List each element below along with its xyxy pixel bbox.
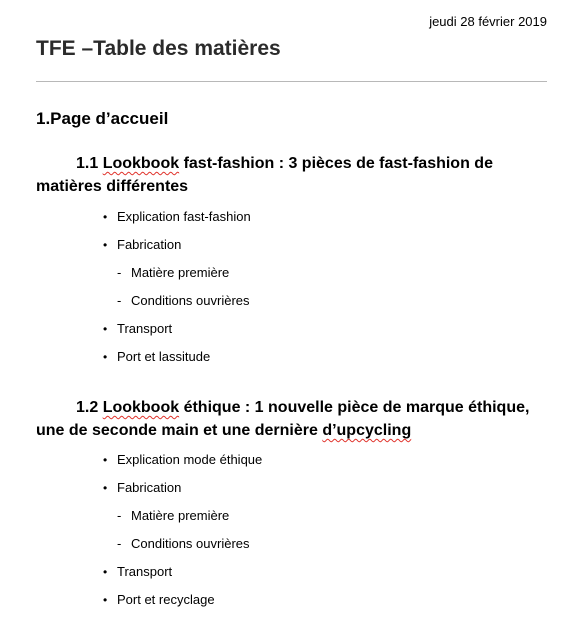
list-item-label: Matière première — [131, 508, 230, 523]
subsection-text: éthique : 1 nouvelle pièce de marque éthique, une de seconde main et une dernière — [36, 399, 530, 439]
bullet-marker: • — [103, 565, 108, 579]
section-heading: 1.Page d’accueil — [36, 109, 169, 128]
subsection-1-2-list — [103, 452, 262, 620]
dash-marker: - — [117, 265, 122, 280]
document-title: TFE –Table des matières — [36, 37, 281, 60]
document-date: jeudi 28 février 2019 — [429, 14, 547, 29]
title-divider — [36, 81, 547, 82]
list-item — [103, 564, 262, 592]
list-item-label: Transport — [117, 564, 173, 579]
bullet-marker: • — [103, 210, 108, 224]
spellcheck-word: Lookbook — [102, 155, 180, 172]
bullet-marker: • — [103, 322, 108, 336]
subsection-text: fast-fashion : 3 pièces de fast-fashion de matières différentes — [36, 155, 493, 195]
subsection-1-1-list — [103, 209, 251, 377]
list-subitem — [103, 265, 251, 293]
list-item — [103, 592, 262, 620]
list-item — [103, 209, 251, 237]
bullet-marker: • — [103, 238, 108, 252]
list-subitem — [103, 293, 251, 321]
bullet-marker: • — [103, 453, 108, 467]
list-item — [103, 237, 251, 265]
list-item — [103, 480, 262, 508]
subsection-number: 1.2 — [76, 399, 103, 416]
bullet-marker: • — [103, 350, 108, 364]
bullet-marker: • — [103, 593, 108, 607]
list-item — [103, 349, 251, 377]
spellcheck-word: d’upcycling — [322, 422, 412, 439]
subsection-heading-1-1 — [36, 152, 551, 198]
dash-marker: - — [117, 293, 122, 308]
list-item-label: Matière première — [131, 265, 230, 280]
list-subitem — [103, 536, 262, 564]
list-item-label: Port et recyclage — [117, 592, 215, 607]
list-item-label: Fabrication — [117, 237, 182, 252]
list-item-label: Fabrication — [117, 480, 182, 495]
list-item — [103, 452, 262, 480]
dash-marker: - — [117, 508, 122, 523]
subsection-number: 1.1 — [76, 155, 103, 172]
list-item-label: Port et lassitude — [117, 349, 211, 364]
list-subitem — [103, 508, 262, 536]
list-item-label: Conditions ouvrières — [131, 293, 250, 308]
list-item — [103, 321, 251, 349]
list-item-label: Explication fast-fashion — [117, 209, 251, 224]
list-item-label: Transport — [117, 321, 173, 336]
spellcheck-word: Lookbook — [102, 399, 180, 416]
list-item-label: Explication mode éthique — [117, 452, 263, 467]
dash-marker: - — [117, 536, 122, 551]
subsection-heading-1-2 — [36, 396, 551, 442]
list-item-label: Conditions ouvrières — [131, 536, 250, 551]
bullet-marker: • — [103, 481, 108, 495]
